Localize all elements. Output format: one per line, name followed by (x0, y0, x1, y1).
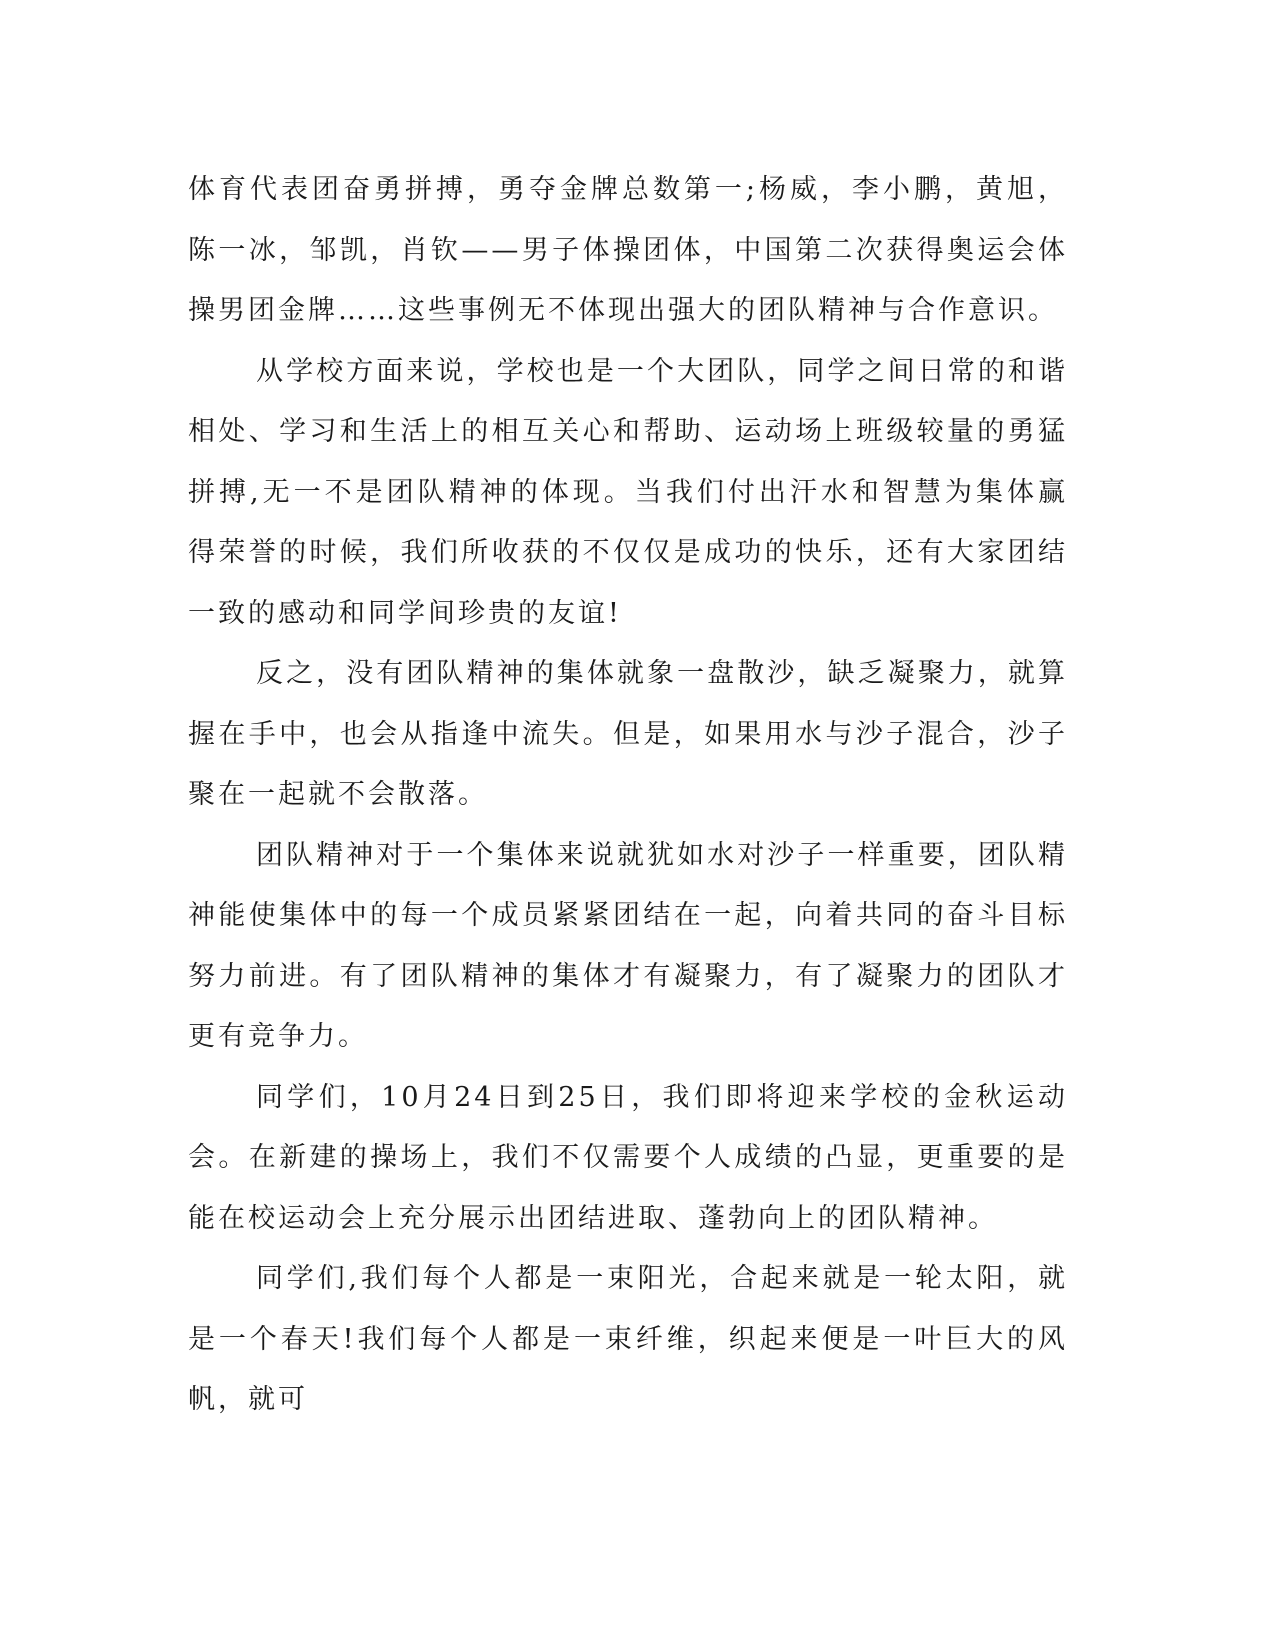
paragraph-5: 同学们，10月24日到25日，我们即将迎来学校的金秋运动会。在新建的操场上，我们不仅需要个人成绩的凸显，更重要的是能在校运动会上充分展示出团结进取、蓬勃向上的团队精神。 (188, 1081, 1068, 1234)
paragraph-6: 同学们,我们每个人都是一束阳光，合起来就是一轮太阳，就是一个春天!我们每个人都是一束纤维，织起来便是一叶巨大的风帆，就可 (188, 1263, 1068, 1415)
document-body (188, 160, 1068, 1431)
paragraph-1: 体育代表团奋勇拼搏，勇夺金牌总数第一;杨威，李小鹏，黄旭，陈一冰，邹凯，肖钦——男子体操团体，中国第二次获得奥运会体操男团金牌……这些事例无不体现出强大的团队精神与合作意识。 (188, 174, 1068, 326)
paragraph-4: 团队精神对于一个集体来说就犹如水对沙子一样重要，团队精神能使集体中的每一个成员紧紧团结在一起，向着共同的奋斗目标努力前进。有了团队精神的集体才有凝聚力，有了凝聚力的团队才更有竞争力。 (188, 839, 1068, 1052)
paragraph-3: 反之，没有团队精神的集体就象一盘散沙，缺乏凝聚力，就算握在手中，也会从指逢中流失。但是，如果用水与沙子混合，沙子聚在一起就不会散落。 (188, 658, 1068, 810)
paragraph-2: 从学校方面来说，学校也是一个大团队，同学之间日常的和谐相处、学习和生活上的相互关心和帮助、运动场上班级较量的勇猛拼搏,无一不是团队精神的体现。当我们付出汗水和智慧为集体赢得荣誉的时候，我们所收获的不仅仅是成功的快乐，还有大家团结一致的感动和同学间珍贵的友谊! (188, 355, 1068, 629)
